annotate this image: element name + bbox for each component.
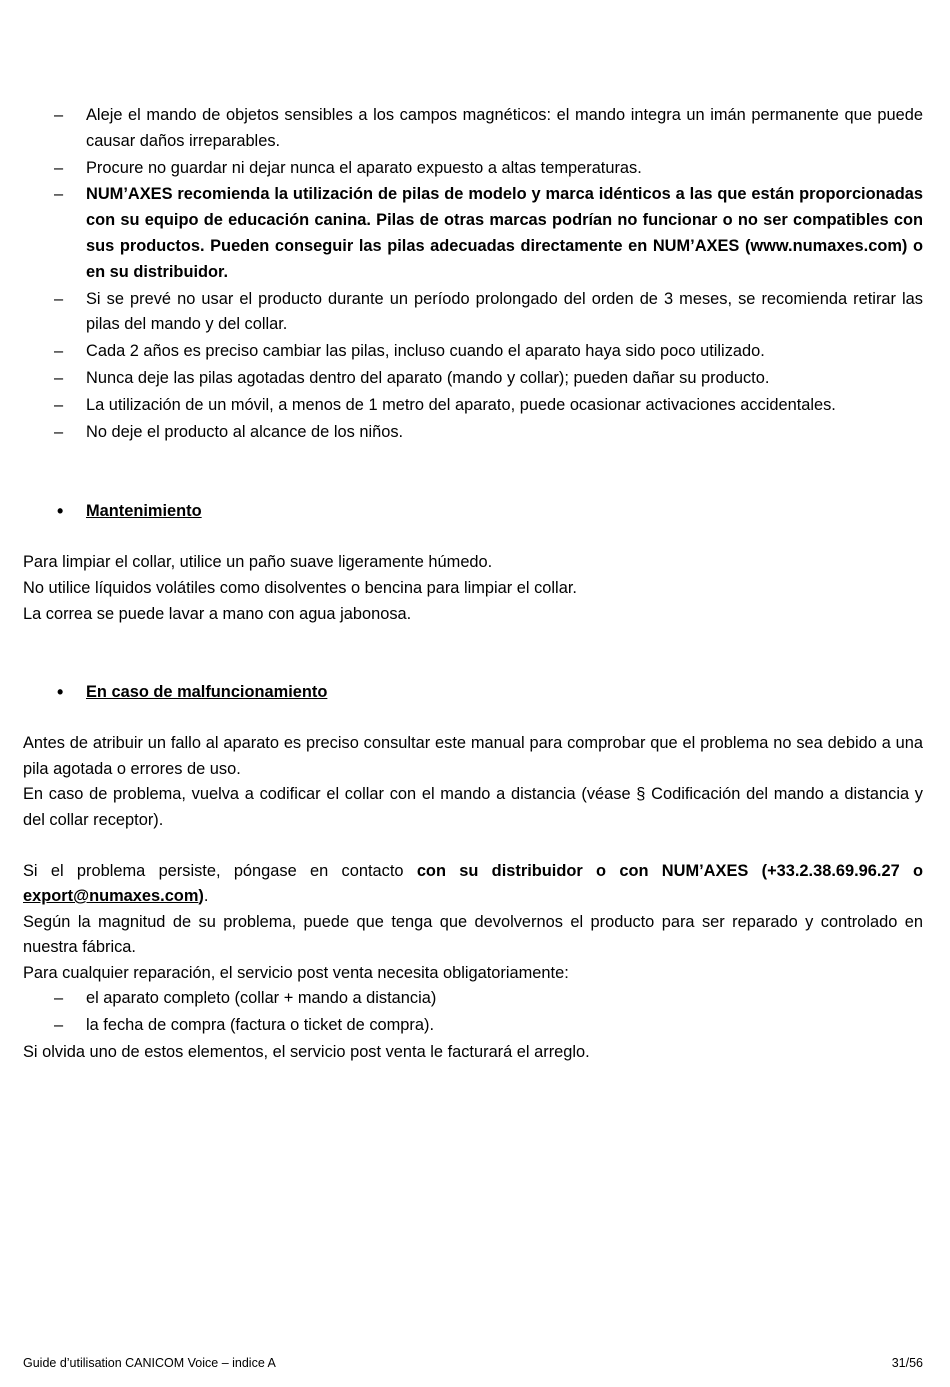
list-item <box>23 182 923 285</box>
dash-marker: – <box>54 106 64 124</box>
malfunction-title: En caso de malfuncionamiento <box>86 683 328 702</box>
requirements-list <box>23 986 923 1039</box>
malfunction-paragraph-6: Si olvida uno de estos elementos, el servicio post venta le facturará el arreglo. <box>23 1043 590 1062</box>
list-item-text: Aleje el mando de objetos sensibles a los campos magnéticos: el mando integra un imán permanente que puede causar daños irreparables. <box>86 106 923 150</box>
malfunction-paragraph-5: Para cualquier reparación, el servicio post venta necesita obligatoriamente: <box>23 963 569 982</box>
contact-close-paren: ) <box>198 887 204 906</box>
list-item-text: Nunca deje las pilas agotadas dentro del aparato (mando y collar); pueden dañar su producto. <box>86 368 770 387</box>
footer-document-title: Guide d’utilisation CANICOM Voice – indice A <box>23 1356 276 1370</box>
list-item-text: No deje el producto al alcance de los niños. <box>86 422 404 441</box>
maintenance-title: Mantenimiento <box>86 502 202 521</box>
maintenance-heading <box>23 498 923 524</box>
list-item <box>23 393 923 419</box>
dash-marker: – <box>54 1016 64 1035</box>
list-item <box>23 339 923 365</box>
footer-page-number: 31/56 <box>891 1356 923 1370</box>
list-item <box>23 366 923 392</box>
malfunction-paragraph-2: En caso de problema, vuelva a codificar el collar con el mando a distancia (véase § Codificación del mando a distancia y del collar receptor). <box>23 785 923 829</box>
dash-marker: – <box>54 395 64 414</box>
malfunction-heading <box>23 679 923 705</box>
page-footer <box>23 1356 923 1370</box>
list-item-text: Procure no guardar ni dejar nunca el aparato expuesto a altas temperaturas. <box>86 158 642 177</box>
list-item <box>23 103 923 155</box>
precautions-list <box>23 103 923 445</box>
contact-email-link[interactable]: export@numaxes.com <box>23 887 199 906</box>
list-item <box>23 420 923 446</box>
list-item <box>23 156 923 182</box>
dash-marker: – <box>54 422 64 441</box>
list-item-text: Cada 2 años es preciso cambiar las pilas, incluso cuando el aparato haya sido poco utilizado. <box>86 342 765 361</box>
list-item-text: el aparato completo (collar + mando a distancia) <box>86 989 437 1008</box>
maintenance-line: Para limpiar el collar, utilice un paño suave ligeramente húmedo. <box>23 553 493 572</box>
contact-prefix: Si el problema persiste, póngase en contacto <box>23 861 417 880</box>
dash-marker: – <box>54 185 64 204</box>
malfunction-paragraph-1: Antes de atribuir un fallo al aparato es preciso consultar este manual para comprobar que el problema no sea debido a una pila agotada o errores de uso. <box>23 734 923 778</box>
list-item-text: NUM’AXES recomienda la utilización de pilas de modelo y marca idénticos a las que están proporcionadas con su equipo de educación canina. Pilas de otras marcas podrían no funcionar o no ser compatibles con sus productos. Pueden conseguir las pilas adecuadas directamente en NUM’AXES (www.numaxes.com) o en su distribuidor. <box>86 185 923 281</box>
maintenance-line: No utilice líquidos volátiles como disolventes o bencina para limpiar el collar. <box>23 578 577 597</box>
dash-marker: – <box>54 368 64 387</box>
bullet-marker: • <box>57 682 64 703</box>
dash-marker: – <box>54 289 64 308</box>
malfunction-paragraph-4: Según la magnitud de su problema, puede que tenga que devolvernos el producto para ser reparado y controlado en nuestra fábrica. <box>23 912 923 957</box>
bullet-marker: • <box>57 501 64 522</box>
dash-marker: – <box>54 989 64 1008</box>
contact-period: . <box>203 887 209 906</box>
list-item <box>23 986 923 1012</box>
list-item <box>23 1013 923 1039</box>
maintenance-line: La correa se puede lavar a mano con agua jabonosa. <box>23 604 412 623</box>
dash-marker: – <box>54 342 64 361</box>
malfunction-paragraph-3 <box>23 859 923 910</box>
list-item <box>23 287 923 339</box>
list-item-text: Si se prevé no usar el producto durante un período prolongado del orden de 3 meses, se recomienda retirar las pilas del mando y del collar. <box>86 289 923 334</box>
dash-marker: – <box>54 158 64 177</box>
list-item-text: la fecha de compra (factura o ticket de compra). <box>86 1016 435 1035</box>
contact-bold: con su distribuidor o con NUM’AXES (+33.2.38.69.96.27 o <box>416 861 923 880</box>
list-item-text: La utilización de un móvil, a menos de 1 metro del aparato, puede ocasionar activaciones accidentales. <box>86 395 836 414</box>
page-content <box>23 103 923 1066</box>
